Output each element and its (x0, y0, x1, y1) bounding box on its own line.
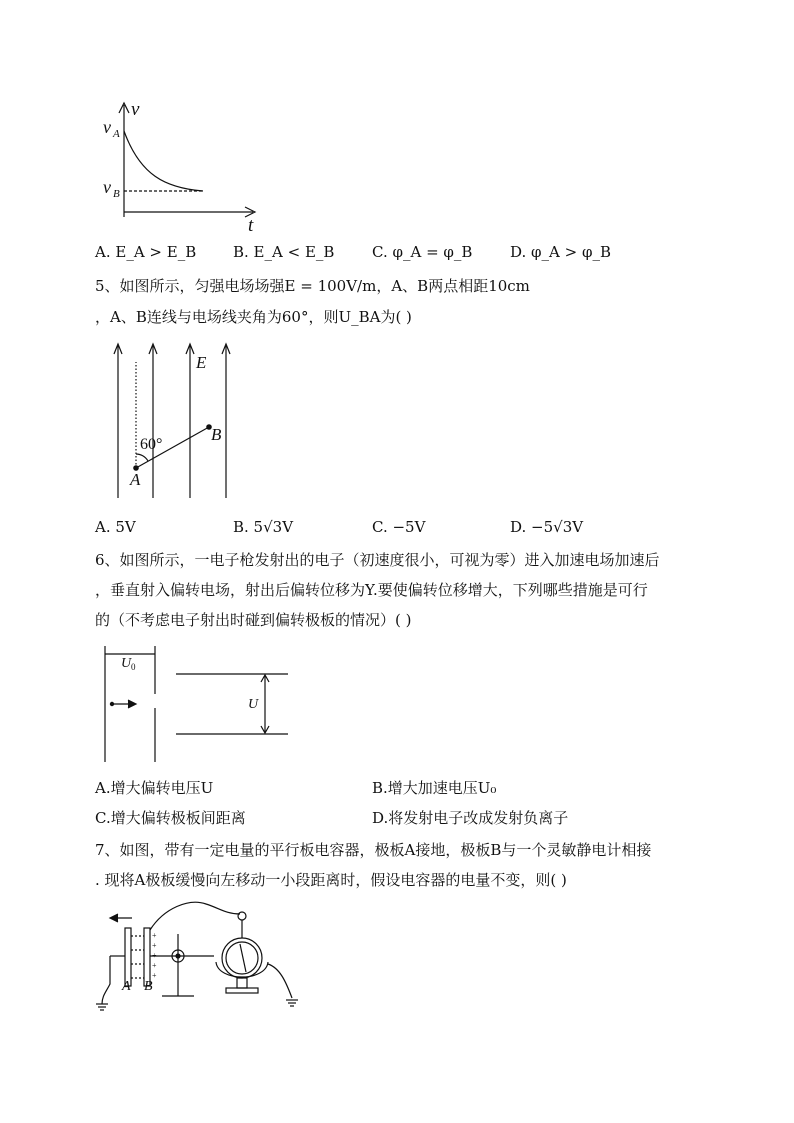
charge-mark: + (152, 941, 157, 950)
electroscope-knob (238, 912, 246, 920)
electroscope-needle (240, 944, 246, 972)
q6-deflection-figure (98, 642, 298, 766)
ground-wire-electroscope (268, 964, 292, 998)
q4-option-c[interactable]: C. φ_A = φ_B (372, 243, 473, 261)
charge-mark: + (152, 971, 157, 980)
q6-stem-line2: ，垂直射入偏转电场，射出后偏转位移为Y.要使偏转位移增大，下列哪些措施是可行 (95, 581, 648, 599)
vA-sub: A (113, 128, 120, 140)
vB-sub: B (113, 188, 120, 200)
charge-mark: + (152, 961, 157, 970)
vt-graph (95, 95, 275, 235)
U-label: U (248, 697, 259, 712)
q7-capacitor-figure (94, 898, 306, 1014)
electroscope-stem (237, 978, 247, 988)
field-label-E: E (196, 353, 207, 372)
electroscope-dial (222, 938, 262, 978)
U0-sub: 0 (131, 662, 136, 672)
velocity-curve (124, 131, 203, 191)
q5-option-d[interactable]: D. −5√3V (510, 518, 584, 536)
v-axis-label: v (131, 99, 140, 120)
label-A: A (130, 470, 141, 489)
q6-option-a[interactable]: A.增大偏转电压U (95, 779, 214, 797)
label-B: B (211, 425, 222, 444)
vA-label: v (103, 117, 111, 137)
q6-stem-line3: 的（不考虑电子射出时碰到偏转极板的情况）( ) (95, 611, 412, 629)
electron-arrowhead (128, 700, 136, 708)
electroscope-dial-inner (226, 942, 258, 974)
q5-option-c[interactable]: C. −5V (372, 518, 426, 536)
charge-marks: + (152, 931, 157, 940)
connecting-wire (150, 902, 240, 930)
q5-stem-line1: 5、如图所示，匀强电场场强E = 100V/m，A、B两点相距10cm (95, 277, 530, 295)
q5-option-b[interactable]: B. 5√3V (233, 518, 294, 536)
electroscope-cradle (216, 962, 268, 977)
plate-B (144, 928, 150, 986)
U0-label: U (121, 656, 132, 671)
q4-option-d[interactable]: D. φ_A > φ_B (510, 243, 611, 261)
q4-option-b[interactable]: B. E_A < E_B (233, 243, 335, 261)
q6-option-b[interactable]: B.增大加速电压U₀ (372, 779, 497, 797)
q4-option-a[interactable]: A. E_A > E_B (95, 243, 197, 261)
q5-option-a[interactable]: A. 5V (95, 518, 136, 536)
q6-stem-line1: 6、如图所示，一电子枪发射出的电子（初速度很小，可视为零）进入加速电场加速后 (95, 551, 660, 569)
t-axis-label: t (248, 215, 254, 235)
vB-label: v (103, 177, 111, 197)
angle-label: 60° (140, 436, 163, 453)
stand-clamp-center (176, 954, 180, 958)
charge-mark: + (152, 951, 157, 960)
angle-arc (136, 454, 148, 461)
q6-option-d[interactable]: D.将发射电子改成发射负离子 (372, 809, 569, 827)
q5-stem-line2: ，A、B连线与电场线夹角为60°，则U_BA为( ) (95, 308, 412, 326)
electroscope-base (226, 988, 258, 993)
q7-stem-line1: 7、如图，带有一定电量的平行板电容器，极板A接地，极板B与一个灵敏静电计相接 (95, 841, 652, 859)
plate-A (125, 928, 131, 986)
fig-label-A: A (122, 979, 131, 994)
electron-dot (110, 702, 113, 705)
q6-option-c[interactable]: C.增大偏转极板间距离 (95, 809, 246, 827)
ground-wire-A (102, 956, 110, 1004)
q7-stem-line2: . 现将A极板缓慢向左移动一小段距离时，假设电容器的电量不变，则( ) (95, 871, 567, 889)
fig-label-B: B (144, 979, 153, 994)
move-left-arrowhead (110, 914, 118, 922)
q5-field-figure (108, 336, 248, 502)
